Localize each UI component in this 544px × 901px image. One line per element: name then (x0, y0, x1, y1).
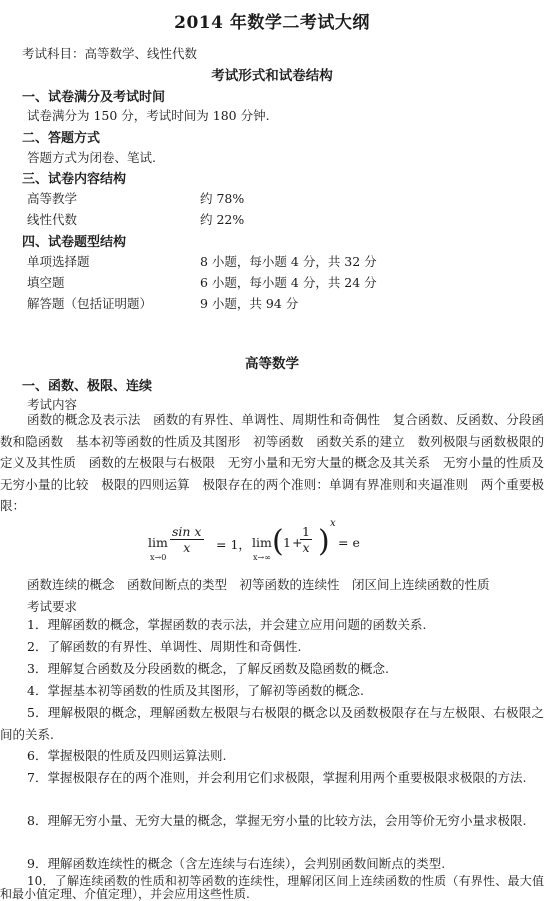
content-row-value: 约 22% (200, 212, 245, 227)
section-1-heading: 一、试卷满分及考试时间 (22, 90, 166, 105)
lim-2: lim (252, 535, 272, 550)
question-row-value: 8 小题，每小题 4 分，共 32 分 (200, 254, 377, 269)
exam-subject: 考试科目：高等数学、线性代数 (22, 46, 198, 61)
requirement-item: 2．了解函数的有界性、单调性、周期性和奇偶性. (27, 639, 302, 654)
section-1-text: 试卷满分为 150 分，考试时间为 180 分钟. (27, 108, 270, 123)
requirement-item: 10．了解连续函数的性质和初等函数的连续性，理解闭区间上连续函数的性质（有界性、最大值和最小值定理、介值定理），并会应用这些性质. (0, 874, 544, 901)
page-title: 2014 年数学二考试大纲 (174, 13, 370, 33)
content-row-label: 高等教学 (27, 191, 78, 206)
fraction-2: $\frac{1}{x}$ (302, 524, 310, 555)
question-row-label: 解答题（包括证明题） (27, 296, 153, 311)
fraction-1: $\frac{\text{sin x}}{x}$ (172, 524, 202, 555)
content-row-label: 线性代数 (27, 212, 78, 227)
lim-2-sub: x→∞ (253, 553, 271, 562)
equals-2: = e (338, 535, 360, 550)
one: 1 (283, 535, 291, 550)
plus: + (292, 535, 303, 550)
exponent: x (330, 518, 336, 529)
question-row-label: 填空题 (27, 275, 65, 290)
paren-right-icon: ) (318, 524, 330, 559)
exam-format-heading: 考试形式和试卷结构 (211, 68, 333, 84)
equals-1: = 1， (216, 537, 251, 552)
content-label: 考试内容 (27, 397, 78, 412)
section-4-heading: 四、试卷题型结构 (22, 235, 127, 250)
requirement-item: 5．理解极限的概念，理解函数左极限与右极限的概念以及函数极限存在与左极限、右极限之间的关系. (0, 705, 544, 742)
lim-1-sub: x→0 (150, 553, 167, 562)
content-paragraph-2: 函数连续的概念 函数间断点的类型 初等函数的连续性 闭区间上连续函数的性质 (27, 577, 490, 592)
calc-section-1-heading: 一、函数、极限、连续 (22, 379, 153, 394)
section-3-heading: 三、试卷内容结构 (22, 172, 127, 187)
question-row-value: 6 小题，每小题 4 分，共 24 分 (200, 275, 377, 290)
requirement-item: 3．理解复合函数及分段函数的概念，了解反函数及隐函数的概念. (27, 661, 389, 676)
section-2-text: 答题方式为闭卷、笔试. (27, 150, 156, 165)
question-row-value: 9 小题，共 94 分 (200, 296, 299, 311)
requirement-item: 9．理解函数连续性的概念（含左连续与右连续），会判别函数间断点的类型. (27, 856, 446, 871)
requirements-label: 考试要求 (27, 599, 78, 614)
paren-left-icon: ( (272, 524, 284, 559)
content-paragraph: 函数的概念及表示法 函数的有界性、单调性、周期性和奇偶性 复合函数、反函数、分段函数和隐函数 基本初等函数的性质及其图形 初等函数 函数关系的建立 数列极限与函数极限的定义及其性质 函数的左极限与右极限 无穷小量和无穷大量的概念及其关系 无穷小量的性质及无穷小量的比较 极限的四则运算 极限存在的两个准则：单调有界准则和夹逼准则 两个重要极限： (0, 412, 544, 513)
content-row-value: 约 78% (200, 191, 245, 206)
calculus-heading: 高等数学 (245, 356, 299, 372)
requirement-item: 7．掌握极限存在的两个准则，并会利用它们求极限，掌握利用两个重要极限求极限的方法. (27, 770, 527, 785)
lim-1: lim (148, 535, 168, 550)
requirement-item: 4．掌握基本初等函数的性质及其图形，了解初等函数的概念. (27, 683, 364, 698)
section-2-heading: 二、答题方式 (22, 131, 101, 146)
requirement-item: 1．理解函数的概念，掌握函数的表示法，并会建立应用问题的函数关系. (27, 617, 427, 632)
requirement-item: 6．掌握极限的性质及四则运算法则. (27, 748, 227, 763)
requirement-item: 8．理解无穷小量、无穷大量的概念，掌握无穷小量的比较方法，会用等价无穷小量求极限. (27, 813, 527, 828)
question-row-label: 单项选择题 (27, 254, 90, 269)
